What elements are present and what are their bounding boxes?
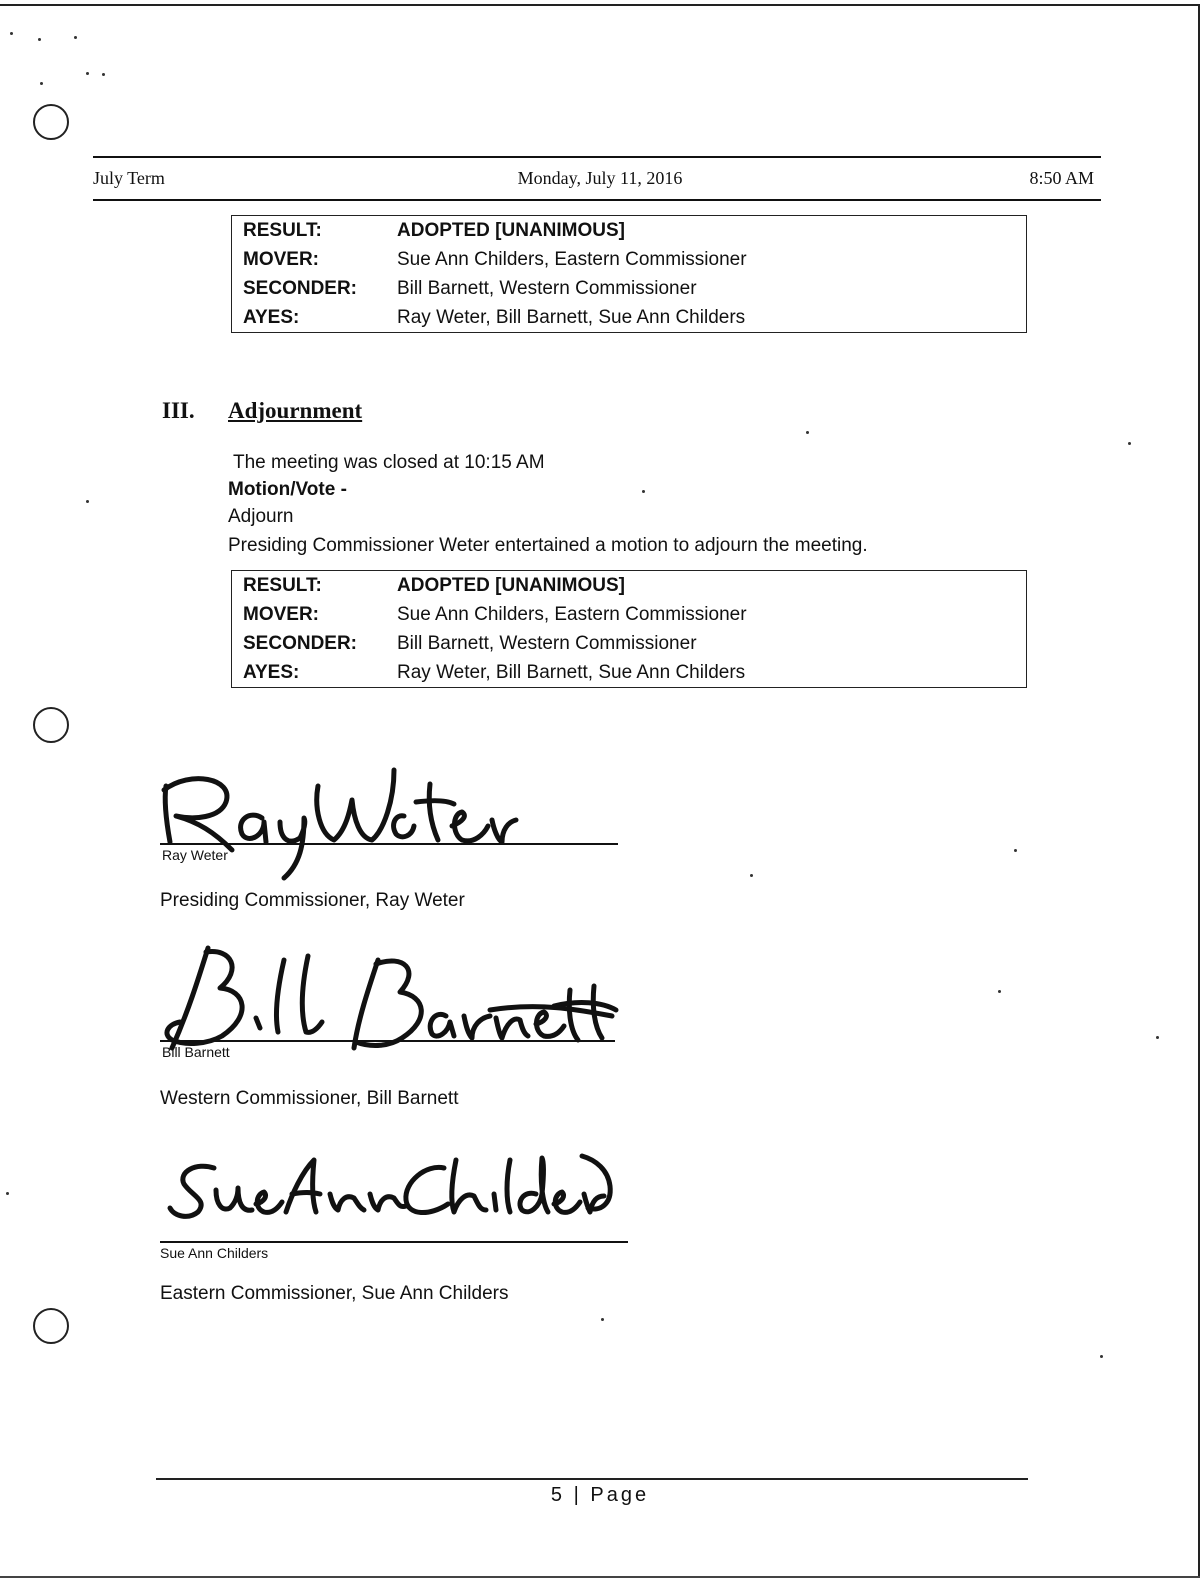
vote-row-result: [232, 216, 1026, 245]
vote-label: MOVER:: [243, 603, 319, 625]
vote-label: MOVER:: [243, 248, 319, 270]
vote-value: Ray Weter, Bill Barnett, Sue Ann Childers: [397, 661, 746, 683]
scan-speck: [806, 431, 809, 434]
footer-rule: [156, 1478, 1028, 1480]
signature-ray-weter: [150, 760, 540, 885]
motion-name: Adjourn: [228, 506, 294, 527]
section-number: III.: [162, 398, 195, 423]
scan-border-top: [0, 4, 1200, 6]
motion-text: Presiding Commissioner Weter entertained a motion to adjourn the meeting.: [228, 535, 868, 556]
header-rule-bottom: [93, 199, 1101, 201]
scan-speck: [642, 490, 645, 493]
punch-hole: [33, 104, 69, 140]
scan-speck: [38, 38, 41, 41]
scan-speck: [1128, 442, 1131, 445]
vote-label: AYES:: [243, 306, 300, 328]
header-rule-top: [93, 156, 1101, 158]
scan-speck: [1014, 849, 1017, 852]
vote-label: AYES:: [243, 661, 300, 683]
vote-label: RESULT:: [243, 219, 322, 241]
printed-signatory-name: Ray Weter: [162, 847, 228, 863]
scan-speck: [750, 874, 753, 877]
vote-value: Bill Barnett, Western Commissioner: [397, 632, 697, 654]
vote-result-table: [231, 570, 1027, 688]
scan-speck: [1100, 1355, 1103, 1358]
scan-speck: [74, 36, 77, 39]
section-title: Adjournment: [228, 398, 363, 423]
scan-speck: [102, 73, 105, 76]
vote-label: SECONDER:: [243, 277, 358, 299]
signatory-title: Eastern Commissioner, Sue Ann Childers: [160, 1283, 509, 1304]
punch-hole: [33, 1308, 69, 1344]
scan-speck: [998, 990, 1001, 993]
vote-row-mover: [232, 245, 1026, 274]
vote-value: Sue Ann Childers, Eastern Commissioner: [397, 603, 747, 625]
scan-speck: [86, 500, 89, 503]
scan-speck: [1156, 1036, 1159, 1039]
vote-row-mover: [232, 600, 1026, 629]
vote-row-seconder: [232, 629, 1026, 658]
meeting-closed-text: The meeting was closed at 10:15 AM: [233, 452, 545, 473]
vote-row-ayes: [232, 658, 1026, 687]
header-time: 8:50 AM: [1029, 168, 1094, 188]
signatory-title: Western Commissioner, Bill Barnett: [160, 1088, 459, 1109]
punch-hole: [33, 707, 69, 743]
motion-heading: Motion/Vote -: [228, 479, 347, 500]
signature-line: [160, 1040, 615, 1042]
signature-bill-barnett: [150, 940, 620, 1060]
page-number: 5 | Page: [550, 1484, 650, 1506]
vote-value: Bill Barnett, Western Commissioner: [397, 277, 697, 299]
scan-speck: [86, 72, 89, 75]
header-term: July Term: [93, 168, 165, 188]
header-date: Monday, July 11, 2016: [517, 168, 683, 188]
printed-signatory-name: Bill Barnett: [162, 1044, 230, 1060]
signature-line: [160, 843, 618, 845]
scan-speck: [10, 32, 13, 35]
vote-row-result: [232, 571, 1026, 600]
vote-value: ADOPTED [UNANIMOUS]: [397, 574, 625, 596]
signature-line: [160, 1241, 628, 1243]
vote-value: Ray Weter, Bill Barnett, Sue Ann Childers: [397, 306, 746, 328]
printed-signatory-name: Sue Ann Childers: [160, 1245, 269, 1261]
vote-row-ayes: [232, 303, 1026, 332]
signature-sue-ann-childers: [160, 1150, 620, 1230]
vote-value: Sue Ann Childers, Eastern Commissioner: [397, 248, 747, 270]
signatory-title: Presiding Commissioner, Ray Weter: [160, 890, 465, 911]
scan-speck: [40, 82, 43, 85]
scan-speck: [601, 1318, 604, 1321]
vote-value: ADOPTED [UNANIMOUS]: [397, 219, 625, 241]
scan-speck: [6, 1192, 9, 1195]
vote-result-table: [231, 215, 1027, 333]
vote-label: SECONDER:: [243, 632, 358, 654]
vote-label: RESULT:: [243, 574, 322, 596]
vote-row-seconder: [232, 274, 1026, 303]
